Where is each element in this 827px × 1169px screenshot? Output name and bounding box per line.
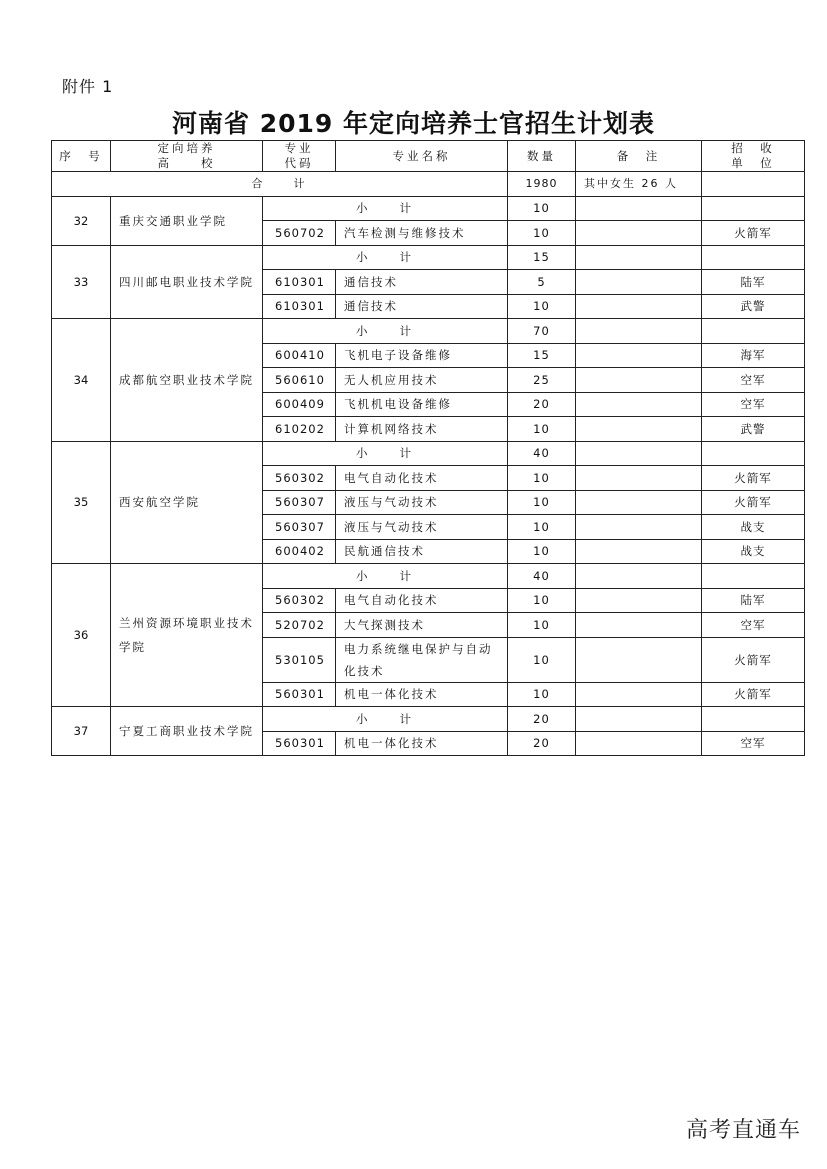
major-count: 10 [508, 221, 576, 246]
major-code: 610301 [263, 294, 336, 319]
major-code: 610301 [263, 270, 336, 295]
header-seq: 序 号 [52, 141, 111, 172]
total-unit [702, 172, 805, 197]
subtotal-label: 小 计 [263, 707, 508, 732]
group-school: 宁夏工商职业技术学院 [111, 707, 263, 756]
major-remark [576, 539, 702, 564]
major-remark [576, 368, 702, 393]
major-code: 560307 [263, 490, 336, 515]
major-remark [576, 588, 702, 613]
header-unit-line1: 招 收 [731, 141, 775, 155]
subtotal-count: 15 [508, 245, 576, 270]
major-name: 电气自动化技术 [336, 466, 508, 491]
major-remark [576, 343, 702, 368]
major-remark [576, 294, 702, 319]
subtotal-label: 小 计 [263, 196, 508, 221]
subtotal-unit [702, 319, 805, 344]
major-count: 5 [508, 270, 576, 295]
subtotal-count: 20 [508, 707, 576, 732]
subtotal-remark [576, 707, 702, 732]
major-name: 汽车检测与维修技术 [336, 221, 508, 246]
subtotal-remark [576, 564, 702, 589]
header-code [263, 141, 336, 172]
enrollment-plan-table [51, 140, 805, 756]
group-seq: 35 [52, 441, 111, 564]
header-major: 专业名称 [336, 141, 508, 172]
total-row [52, 172, 805, 197]
major-name: 机电一体化技术 [336, 731, 508, 756]
total-label: 合 计 [52, 172, 508, 197]
major-remark [576, 682, 702, 707]
major-code: 560301 [263, 731, 336, 756]
subtotal-label: 小 计 [263, 319, 508, 344]
major-name: 无人机应用技术 [336, 368, 508, 393]
total-remark: 其中女生 26 人 [576, 172, 702, 197]
recruiting-unit: 火箭军 [702, 221, 805, 246]
group-seq: 33 [52, 245, 111, 319]
major-count: 10 [508, 588, 576, 613]
major-code: 530105 [263, 637, 336, 682]
major-code: 610202 [263, 417, 336, 442]
document-title: 河南省 2019 年定向培养士官招生计划表 [172, 109, 655, 138]
total-count: 1980 [508, 172, 576, 197]
major-code: 600402 [263, 539, 336, 564]
major-name: 民航通信技术 [336, 539, 508, 564]
major-name: 飞机机电设备维修 [336, 392, 508, 417]
major-remark [576, 221, 702, 246]
major-name: 大气探测技术 [336, 613, 508, 638]
major-count: 10 [508, 637, 576, 682]
recruiting-unit: 火箭军 [702, 637, 805, 682]
subtotal-unit [702, 441, 805, 466]
header-count: 数量 [508, 141, 576, 172]
major-count: 15 [508, 343, 576, 368]
major-count: 10 [508, 490, 576, 515]
major-code: 600410 [263, 343, 336, 368]
major-count: 10 [508, 515, 576, 540]
subtotal-label: 小 计 [263, 564, 508, 589]
recruiting-unit: 空军 [702, 392, 805, 417]
major-count: 20 [508, 392, 576, 417]
header-code-line2: 代码 [284, 156, 314, 170]
major-code: 520702 [263, 613, 336, 638]
subtotal-label: 小 计 [263, 441, 508, 466]
table-header-row [52, 141, 805, 172]
header-code-line1: 专业 [284, 141, 314, 155]
major-code: 560301 [263, 682, 336, 707]
major-code: 560302 [263, 466, 336, 491]
attachment-label: 附件 1 [62, 77, 114, 96]
subtotal-unit [702, 707, 805, 732]
major-remark [576, 731, 702, 756]
subtotal-row [52, 441, 805, 466]
group-seq: 32 [52, 196, 111, 245]
major-count: 10 [508, 466, 576, 491]
major-name: 通信技术 [336, 270, 508, 295]
recruiting-unit: 火箭军 [702, 682, 805, 707]
major-code: 600409 [263, 392, 336, 417]
major-count: 10 [508, 294, 576, 319]
subtotal-row [52, 319, 805, 344]
header-school-line1: 定向培养 [157, 141, 216, 155]
watermark: 高考直通车 [685, 1118, 801, 1143]
major-name: 液压与气动技术 [336, 515, 508, 540]
subtotal-count: 40 [508, 564, 576, 589]
header-school-line2: 高 校 [157, 156, 216, 170]
header-remark: 备 注 [576, 141, 702, 172]
subtotal-unit [702, 245, 805, 270]
recruiting-unit: 空军 [702, 731, 805, 756]
subtotal-row [52, 707, 805, 732]
major-count: 10 [508, 539, 576, 564]
group-school: 四川邮电职业技术学院 [111, 245, 263, 319]
major-count: 10 [508, 613, 576, 638]
subtotal-count: 40 [508, 441, 576, 466]
subtotal-count: 10 [508, 196, 576, 221]
recruiting-unit: 海军 [702, 343, 805, 368]
subtotal-remark [576, 319, 702, 344]
major-name: 计算机网络技术 [336, 417, 508, 442]
major-name: 机电一体化技术 [336, 682, 508, 707]
major-remark [576, 515, 702, 540]
major-name: 通信技术 [336, 294, 508, 319]
major-count: 10 [508, 417, 576, 442]
subtotal-remark [576, 245, 702, 270]
major-remark [576, 490, 702, 515]
recruiting-unit: 武警 [702, 294, 805, 319]
header-unit-line2: 单 位 [731, 156, 775, 170]
header-school [111, 141, 263, 172]
major-remark [576, 466, 702, 491]
recruiting-unit: 火箭军 [702, 490, 805, 515]
major-count: 10 [508, 682, 576, 707]
major-remark [576, 270, 702, 295]
recruiting-unit: 武警 [702, 417, 805, 442]
major-count: 20 [508, 731, 576, 756]
subtotal-remark [576, 196, 702, 221]
recruiting-unit: 空军 [702, 368, 805, 393]
major-name: 电力系统继电保护与自动化技术 [336, 637, 508, 682]
major-name: 液压与气动技术 [336, 490, 508, 515]
major-code: 560702 [263, 221, 336, 246]
subtotal-remark [576, 441, 702, 466]
subtotal-row [52, 196, 805, 221]
major-code: 560307 [263, 515, 336, 540]
group-school: 成都航空职业技术学院 [111, 319, 263, 442]
major-count: 25 [508, 368, 576, 393]
recruiting-unit: 火箭军 [702, 466, 805, 491]
group-school: 兰州资源环境职业技术学院 [111, 564, 263, 707]
major-remark [576, 637, 702, 682]
group-school: 重庆交通职业学院 [111, 196, 263, 245]
group-seq: 37 [52, 707, 111, 756]
major-name: 电气自动化技术 [336, 588, 508, 613]
major-code: 560302 [263, 588, 336, 613]
subtotal-count: 70 [508, 319, 576, 344]
major-name: 飞机电子设备维修 [336, 343, 508, 368]
group-seq: 36 [52, 564, 111, 707]
recruiting-unit: 战支 [702, 539, 805, 564]
subtotal-label: 小 计 [263, 245, 508, 270]
subtotal-row [52, 245, 805, 270]
group-school: 西安航空学院 [111, 441, 263, 564]
major-code: 560610 [263, 368, 336, 393]
major-remark [576, 613, 702, 638]
header-unit [702, 141, 805, 172]
recruiting-unit: 战支 [702, 515, 805, 540]
subtotal-unit [702, 564, 805, 589]
subtotal-unit [702, 196, 805, 221]
major-remark [576, 417, 702, 442]
recruiting-unit: 陆军 [702, 588, 805, 613]
group-seq: 34 [52, 319, 111, 442]
major-remark [576, 392, 702, 417]
recruiting-unit: 空军 [702, 613, 805, 638]
subtotal-row [52, 564, 805, 589]
recruiting-unit: 陆军 [702, 270, 805, 295]
